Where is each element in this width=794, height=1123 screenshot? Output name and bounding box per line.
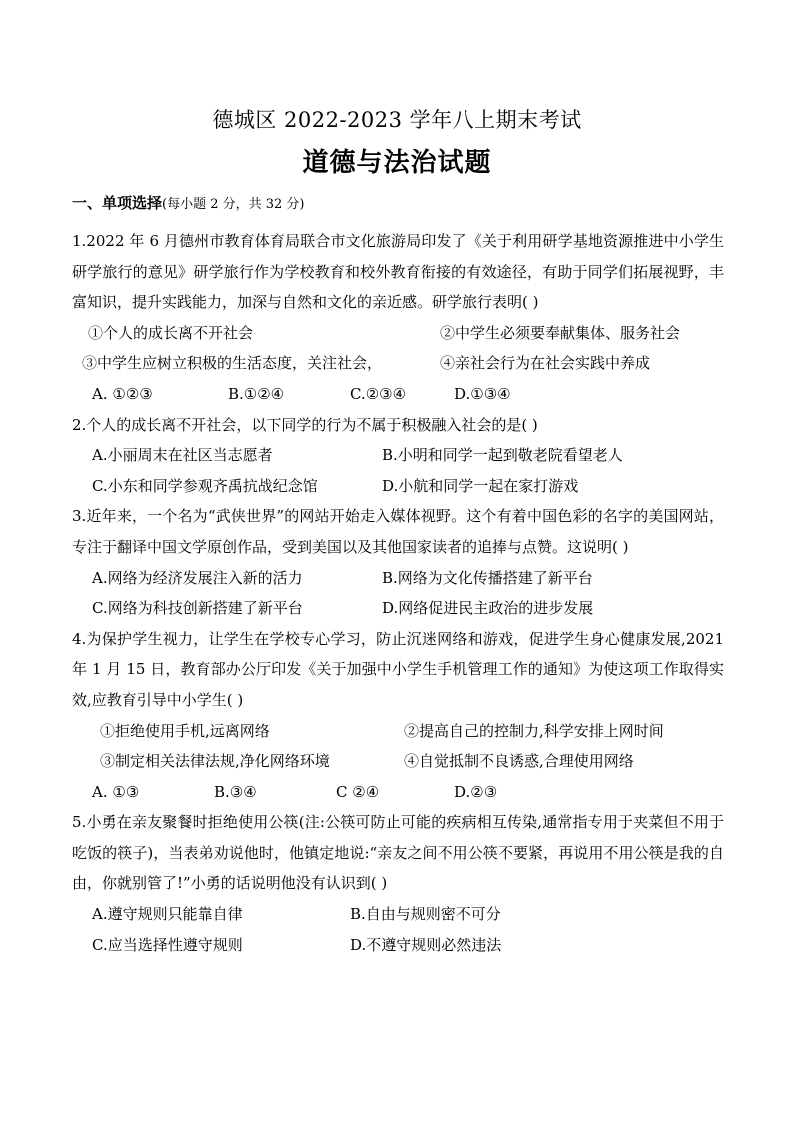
option-d: D.小航和同学一起在家打游戏 <box>382 476 579 495</box>
question-stem: 1.2022 年 6 月德州市教育体育局联合市文化旅游局印发了《关于利用研学基地资源推进中小学生研学旅行的意见》研学旅行作为学校教育和校外教育衔接的有效途径，有助于同学们拓展视野，丰富知识，提升实践能力，加深与自然和文化的亲近感。研学旅行表明( ) <box>72 232 724 312</box>
choice-row <box>72 379 724 410</box>
option-d: D.网络促进民主政治的进步发展 <box>382 599 594 618</box>
question-3 <box>72 501 724 623</box>
choice-b: B.③④ <box>214 782 257 801</box>
option-row <box>72 930 724 961</box>
statement-3: ③中学生应树立积极的生活态度，关注社会， <box>82 354 383 373</box>
statement-row <box>72 716 724 747</box>
question-list <box>72 226 724 960</box>
option-c: C.网络为科技创新搭建了新平台 <box>92 599 303 618</box>
question-4 <box>72 624 724 808</box>
question-stem: 3.近年来，一个名为“武侠世界”的网站开始走入媒体视野。这个有着中国色彩的名字的美国网站，专注于翻译中国文学原创作品，受到美国以及其他国家读者的追捧与点赞。这说明( ) <box>72 507 724 556</box>
exam-subject-title: 道德与法治试题 <box>302 148 492 178</box>
question-stem: 2.个人的成长离不开社会，以下同学的行为不属于积极融入社会的是( ) <box>72 415 538 434</box>
choice-c: C.②③④ <box>350 384 407 403</box>
question-1 <box>72 226 724 410</box>
option-a: A.小丽周末在社区当志愿者 <box>92 446 273 465</box>
statement-row <box>72 318 724 349</box>
option-d: D.不遵守规则必然违法 <box>350 935 502 954</box>
choice-a: A. ①②③ <box>92 384 153 403</box>
statement-4: ④自觉抵制不良诱惑,合理使用网络 <box>404 752 634 771</box>
question-5 <box>72 807 724 960</box>
question-2 <box>72 410 724 502</box>
question-stem: 4.为保护学生视力，让学生在学校专心学习，防止沉迷网络和游戏，促进学生身心健康发展,2021 年 1 月 15 日，教育部办公厅印发《关于加强中小学生手机管理工作的通知》为使这项工作取得实效,应教育引导中小学生( ) <box>72 629 724 709</box>
section-note: (每小题 2 分，共 32 分) <box>162 197 305 212</box>
choice-d: D.②③ <box>454 782 498 801</box>
option-c: C.小东和同学参观齐禹抗战纪念馆 <box>92 476 318 495</box>
section-title: 一、单项选择 <box>72 194 163 212</box>
choice-d: D.①③④ <box>454 384 511 403</box>
choice-row <box>72 777 724 808</box>
choice-a: A. ①③ <box>92 782 140 801</box>
statement-1: ①个人的成长离不开社会 <box>88 323 254 342</box>
option-a: A.遵守规则只能靠自律 <box>92 905 243 924</box>
question-stem: 5.小勇在亲友聚餐时拒绝使用公筷(注:公筷可防止可能的疾病相互传染,通常指专用于夹菜但不用于吃饭的筷子)，当表弟劝说他时，他镇定地说:“亲友之间不用公筷不要紧，再说用不用公筷是我的自由，你就别管了!”小勇的话说明他没有认识到( ) <box>72 813 724 893</box>
section-heading <box>72 192 305 213</box>
option-row <box>72 899 724 930</box>
statement-row <box>72 746 724 777</box>
statement-3: ③制定相关法律法规,净化网络环境 <box>100 752 330 771</box>
option-row <box>72 593 724 624</box>
option-b: B.网络为文化传播搭建了新平台 <box>382 568 593 587</box>
exam-title: 德城区 2022-2023 学年八上期末考试 <box>212 108 582 132</box>
option-row <box>72 440 724 471</box>
option-row <box>72 563 724 594</box>
statement-row <box>72 348 724 379</box>
statement-4: ④亲社会行为在社会实践中养成 <box>440 354 651 373</box>
statement-2: ②中学生必须要奉献集体、服务社会 <box>440 323 681 342</box>
statement-1: ①拒绝使用手机,远离网络 <box>100 721 270 740</box>
choice-c: C ②④ <box>336 782 380 801</box>
choice-b: B.①②④ <box>228 384 285 403</box>
option-row <box>72 471 724 502</box>
statement-2: ②提高自己的控制力,科学安排上网时间 <box>404 721 664 740</box>
option-c: C.应当选择性遵守规则 <box>92 935 243 954</box>
option-b: B.小明和同学一起到敬老院看望老人 <box>382 446 623 465</box>
option-a: A.网络为经济发展注入新的活力 <box>92 568 303 587</box>
option-b: B.自由与规则密不可分 <box>350 905 501 924</box>
